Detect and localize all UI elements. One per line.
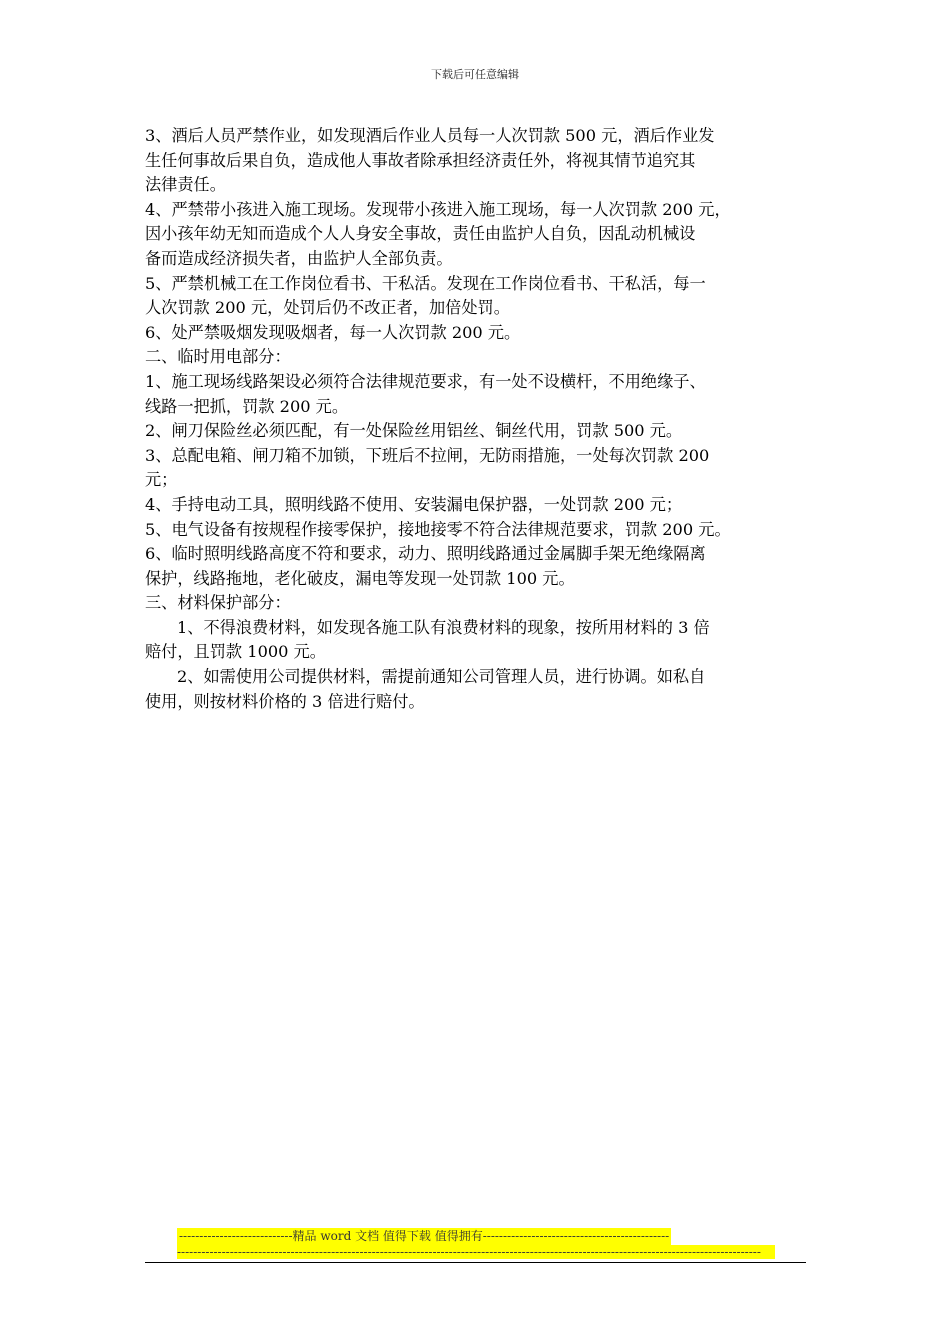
text-line: 赔付，且罚款 1000 元。	[145, 642, 326, 662]
text-line: 6、处严禁吸烟发现吸烟者，每一人次罚款 200 元。	[145, 322, 521, 342]
section-heading: 三、材料保护部分：	[145, 593, 291, 613]
footer-rule	[145, 1262, 806, 1263]
text-line: 6、临时照明线路高度不符和要求，动力、照明线路通过金属脚手架无绝缘隔离	[145, 544, 706, 564]
footer-banner: ----------------------------精品 word 文档 值得下载 值得拥有----------------------------------------------	[179, 1229, 670, 1243]
text-line: 1、施工现场线路架设必须符合法律规范要求，有一处不设横杆，不用绝缘子、	[145, 371, 706, 391]
text-line: 法律责任。	[145, 175, 226, 195]
text-line: 线路一把抓，罚款 200 元。	[145, 396, 349, 416]
page-header: 下载后可任意编辑	[431, 68, 519, 81]
text-line: 2、如需使用公司提供材料，需提前通知公司管理人员，进行协调。如私自	[177, 667, 706, 687]
text-line: 元；	[145, 470, 178, 490]
text-line: 3、总配电箱、闸刀箱不加锁，下班后不拉闸，无防雨措施，一处每次罚款 200	[145, 445, 710, 465]
text-line: 2、闸刀保险丝必须匹配，有一处保险丝用铝丝、铜丝代用，罚款 500 元。	[145, 421, 683, 441]
text-line: 5、电气设备有按规程作接零保护，接地接零不符合法律规范要求，罚款 200 元。	[145, 519, 731, 539]
document-body	[145, 124, 810, 714]
text-line: 使用，则按材料价格的 3 倍进行赔付。	[145, 691, 425, 711]
text-line: 因小孩年幼无知而造成个人人身安全事故，责任由监护人自负，因乱动机械设	[145, 224, 696, 244]
text-line: 1、不得浪费材料，如发现各施工队有浪费材料的现象，按所用材料的 3 倍	[177, 617, 710, 637]
text-line: 4、严禁带小孩进入施工现场。发现带小孩进入施工现场，每一人次罚款 200 元，	[145, 199, 731, 219]
section-heading: 二、临时用电部分：	[145, 347, 291, 367]
footer-dash-line: ------------------------------------------------------------------------------------------------------------------------------------------------	[177, 1245, 775, 1259]
text-line: 4、手持电动工具，照明线路不使用、安装漏电保护器，一处罚款 200 元；	[145, 494, 683, 514]
text-line: 生任何事故后果自负，造成他人事故者除承担经济责任外，将视其情节追究其	[145, 150, 696, 170]
text-line: 3、酒后人员严禁作业，如发现酒后作业人员每一人次罚款 500 元，酒后作业发	[145, 126, 715, 145]
text-line: 保护，线路拖地，老化破皮，漏电等发现一处罚款 100 元。	[145, 568, 575, 588]
text-line: 备而造成经济损失者，由监护人全部负责。	[145, 248, 453, 268]
text-line: 5、严禁机械工在工作岗位看书、干私活。发现在工作岗位看书、干私活，每一	[145, 273, 706, 293]
text-line: 人次罚款 200 元，处罚后仍不改正者，加倍处罚。	[145, 298, 510, 318]
